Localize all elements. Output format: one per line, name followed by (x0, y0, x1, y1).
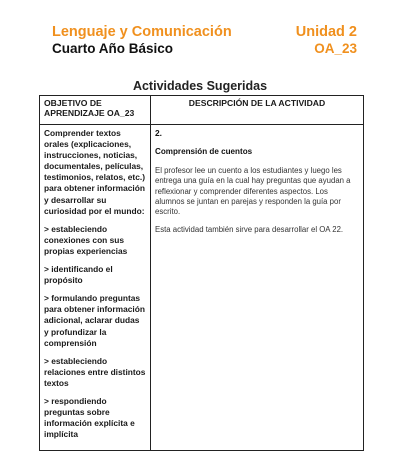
table-header-row (40, 96, 364, 125)
activity-paragraph: El profesor lee un cuento a los estudiantes y luego les entrega una guía en la cual hay preguntas que ayudan a reflexionar y comprender diferentes aspectos. Los alumnos se juntan en parejas y responden la guía por escrito. (155, 165, 351, 217)
objective-intro: Comprender textos orales (explicaciones, instrucciones, noticias, documentales, películas, testimonios, relatos, etc.) para obtener información y desarrollar su curiosidad por el mundo: (44, 128, 145, 216)
activity-title: Comprensión de cuentos (155, 147, 253, 157)
oa-code: OA_23 (314, 41, 357, 56)
objective-item: > respondiendo preguntas sobre información explícita e implícita (44, 395, 135, 440)
subject-title: Lenguaje y Comunicación (52, 24, 232, 40)
objective-column-header: OBJETIVO DE APRENDIZAJE OA_23 (40, 96, 151, 125)
objective-item: > formulando preguntas para obtener información adicional, aclarar dudas y profundizar la comprensión (44, 293, 145, 348)
activity-number: 2. (155, 128, 162, 138)
table-row (40, 125, 364, 451)
objective-cell (40, 125, 151, 451)
activities-table (39, 95, 364, 451)
grade-label: Cuarto Año Básico (52, 41, 174, 56)
objective-item: > identificando el propósito (44, 264, 113, 286)
objective-item: > estableciendo conexiones con sus propias experiencias (44, 223, 128, 256)
activity-column-header: DESCRIPCIÓN DE LA ACTIVIDAD (151, 96, 364, 125)
activity-paragraph: Esta actividad también sirve para desarrollar el OA 22. (155, 224, 344, 234)
section-title: Actividades Sugeridas (132, 79, 268, 93)
unit-label: Unidad 2 (295, 24, 357, 40)
objective-item: > estableciendo relaciones entre distintos textos (44, 355, 146, 388)
header-row-bottom (52, 40, 357, 56)
activity-cell (151, 125, 364, 451)
header-row-top (52, 24, 357, 40)
document-header (52, 24, 357, 56)
